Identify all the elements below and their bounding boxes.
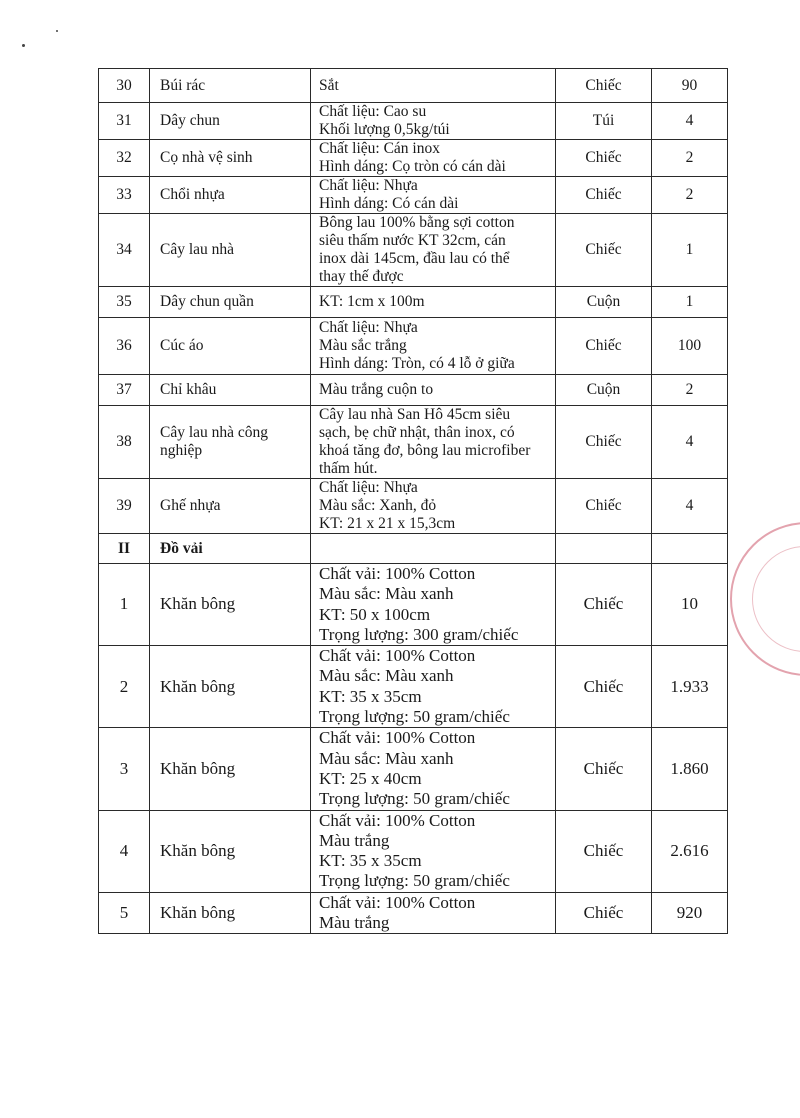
item-name-line: Chỉ khâu (160, 381, 217, 398)
table-row (99, 564, 728, 646)
item-name-line: Khăn bông (160, 676, 236, 696)
item-unit: Cuộn (556, 287, 652, 318)
item-name-line: Dây chun quần (160, 293, 254, 310)
item-name-line: Cúc áo (160, 337, 204, 354)
item-name (150, 810, 311, 892)
scan-speck (22, 44, 25, 47)
item-quantity: 1 (652, 214, 728, 287)
specification-line: Màu trắng (319, 913, 390, 933)
item-specification (311, 214, 556, 287)
specification-line: KT: 50 x 100cm (319, 604, 431, 624)
specification-line: KT: 35 x 35cm (319, 686, 422, 706)
specification-line: Chất vải: 100% Cotton (319, 892, 476, 912)
table-row (99, 479, 728, 534)
item-name (150, 646, 311, 728)
item-specification (311, 406, 556, 479)
specification-line: Chất liệu: Cán inox (319, 140, 440, 157)
specification-line: siêu thấm nước KT 32cm, cán (319, 232, 506, 249)
specification-line: Màu sắc: Xanh, đỏ (319, 497, 437, 514)
table-body-part-2 (99, 564, 728, 934)
specification-line: KT: 35 x 35cm (319, 851, 422, 871)
item-number: 4 (99, 810, 150, 892)
item-quantity: 1 (652, 287, 728, 318)
section-row (99, 534, 728, 564)
specification-line: sạch, bẹ chữ nhật, thân inox, có (319, 424, 515, 441)
item-unit: Túi (556, 103, 652, 140)
specification-line: Chất liệu: Nhựa (319, 177, 418, 194)
section-number: II (99, 534, 150, 564)
specification-line: Cây lau nhà San Hô 45cm siêu (319, 406, 511, 423)
item-number: 2 (99, 646, 150, 728)
specification-line: Trọng lượng: 50 gram/chiếc (319, 871, 510, 891)
item-quantity: 1.933 (652, 646, 728, 728)
specification-line: Màu trắng (319, 830, 390, 850)
item-specification (311, 892, 556, 934)
specification-line: inox dài 145cm, đầu lau có thể (319, 250, 510, 267)
scan-speck (56, 30, 58, 32)
item-quantity: 2.616 (652, 810, 728, 892)
item-unit: Chiếc (556, 564, 652, 646)
table-row (99, 406, 728, 479)
table-row (99, 375, 728, 406)
item-quantity: 4 (652, 406, 728, 479)
item-unit: Chiếc (556, 177, 652, 214)
item-specification (311, 318, 556, 375)
specification-line: Màu sắc trắng (319, 337, 407, 354)
supply-list-table (98, 68, 728, 934)
item-number: 31 (99, 103, 150, 140)
item-name (150, 375, 311, 406)
item-name (150, 177, 311, 214)
specification-line: Trọng lượng: 50 gram/chiếc (319, 789, 510, 809)
item-quantity: 920 (652, 892, 728, 934)
item-name-line: Cây lau nhà (160, 241, 235, 258)
table-row (99, 646, 728, 728)
item-unit: Chiếc (556, 406, 652, 479)
specification-line: KT: 21 x 21 x 15,3cm (319, 515, 456, 532)
item-name (150, 728, 311, 810)
specification-line: Trọng lượng: 300 gram/chiếc (319, 624, 519, 644)
item-quantity: 4 (652, 103, 728, 140)
item-name-line: Khăn bông (160, 902, 236, 922)
item-number: 3 (99, 728, 150, 810)
item-number: 38 (99, 406, 150, 479)
specification-line: Màu sắc: Màu xanh (319, 584, 454, 604)
table-body-part-1 (99, 69, 728, 534)
specification-line: Hình dáng: Cọ tròn có cán dài (319, 158, 506, 175)
item-specification (311, 564, 556, 646)
table-row (99, 177, 728, 214)
empty-cell (556, 534, 652, 564)
item-specification (311, 479, 556, 534)
item-name-line: Khăn bông (160, 594, 236, 614)
table-row (99, 103, 728, 140)
item-quantity: 2 (652, 140, 728, 177)
specification-line: Hình dáng: Có cán dài (319, 195, 459, 212)
item-name-line: Cọ nhà vệ sinh (160, 149, 253, 166)
item-name (150, 406, 311, 479)
item-unit: Chiếc (556, 69, 652, 103)
item-number: 30 (99, 69, 150, 103)
item-number: 32 (99, 140, 150, 177)
section-header (99, 534, 728, 564)
table-row (99, 287, 728, 318)
specification-line: Chất vải: 100% Cotton (319, 646, 476, 666)
specification-line: Trọng lượng: 50 gram/chiếc (319, 707, 510, 727)
item-number: 39 (99, 479, 150, 534)
item-quantity: 100 (652, 318, 728, 375)
item-name (150, 318, 311, 375)
item-number: 36 (99, 318, 150, 375)
specification-line: khoá tăng đơ, bông lau microfiber (319, 442, 531, 459)
section-title: Đồ vải (150, 534, 311, 564)
table-row (99, 140, 728, 177)
table-row (99, 728, 728, 810)
item-name-line: Khăn bông (160, 841, 236, 860)
item-number: 5 (99, 892, 150, 934)
item-unit: Chiếc (556, 810, 652, 892)
item-quantity: 90 (652, 69, 728, 103)
item-unit: Chiếc (556, 479, 652, 534)
item-quantity: 4 (652, 479, 728, 534)
specification-line: Màu sắc: Màu xanh (319, 748, 454, 768)
table-row (99, 69, 728, 103)
table-row (99, 214, 728, 287)
item-specification (311, 140, 556, 177)
item-number: 1 (99, 564, 150, 646)
specification-line: Sắt (319, 76, 339, 94)
item-name (150, 140, 311, 177)
item-number: 35 (99, 287, 150, 318)
specification-line: Chất liệu: Nhựa (319, 319, 418, 336)
item-quantity: 1.860 (652, 728, 728, 810)
item-name (150, 69, 311, 103)
specification-line: Bông lau 100% bằng sợi cotton (319, 214, 515, 231)
item-quantity: 2 (652, 375, 728, 406)
item-number: 33 (99, 177, 150, 214)
specification-line: Chất liệu: Nhựa (319, 479, 418, 496)
empty-cell (311, 534, 556, 564)
item-name (150, 564, 311, 646)
item-name (150, 214, 311, 287)
item-quantity: 2 (652, 177, 728, 214)
item-specification (311, 69, 556, 103)
specification-line: Chất vải: 100% Cotton (319, 564, 476, 583)
item-specification (311, 810, 556, 892)
item-name-line: Dây chun (160, 112, 220, 129)
specification-line: thay thế được (319, 268, 404, 285)
table-row (99, 318, 728, 375)
item-name-line: Cây lau nhà công (160, 424, 269, 441)
specification-line: KT: 25 x 40cm (319, 768, 422, 788)
item-specification (311, 375, 556, 406)
specification-line: KT: 1cm x 100m (319, 293, 425, 310)
item-name (150, 892, 311, 934)
item-name (150, 287, 311, 318)
specification-line: Màu trắng cuộn to (319, 381, 434, 398)
item-specification (311, 103, 556, 140)
item-specification (311, 728, 556, 810)
specification-line: Chất vải: 100% Cotton (319, 728, 476, 748)
item-unit: Chiếc (556, 728, 652, 810)
item-unit: Chiếc (556, 892, 652, 934)
specification-line: Chất liệu: Cao su (319, 103, 427, 120)
specification-line: Khối lượng 0,5kg/túi (319, 121, 450, 138)
specification-line: Màu sắc: Màu xanh (319, 666, 454, 686)
item-name-line: nghiệp (160, 442, 203, 459)
item-specification (311, 646, 556, 728)
table-row (99, 892, 728, 934)
item-unit: Chiếc (556, 318, 652, 375)
item-name (150, 103, 311, 140)
specification-line: Hình dáng: Tròn, có 4 lỗ ở giữa (319, 355, 515, 372)
table-row (99, 810, 728, 892)
item-unit: Chiếc (556, 140, 652, 177)
empty-cell (652, 534, 728, 564)
item-unit: Chiếc (556, 214, 652, 287)
item-name-line: Chổi nhựa (160, 186, 225, 203)
item-name-line: Ghế nhựa (160, 497, 221, 514)
item-unit: Chiếc (556, 646, 652, 728)
item-name-line: Khăn bông (160, 758, 236, 778)
item-name (150, 479, 311, 534)
specification-line: thấm hút. (319, 460, 378, 477)
item-number: 37 (99, 375, 150, 406)
item-specification (311, 287, 556, 318)
item-number: 34 (99, 214, 150, 287)
item-specification (311, 177, 556, 214)
item-name-line: Búi rác (160, 76, 206, 94)
item-quantity: 10 (652, 564, 728, 646)
specification-line: Chất vải: 100% Cotton (319, 810, 476, 830)
item-unit: Cuộn (556, 375, 652, 406)
